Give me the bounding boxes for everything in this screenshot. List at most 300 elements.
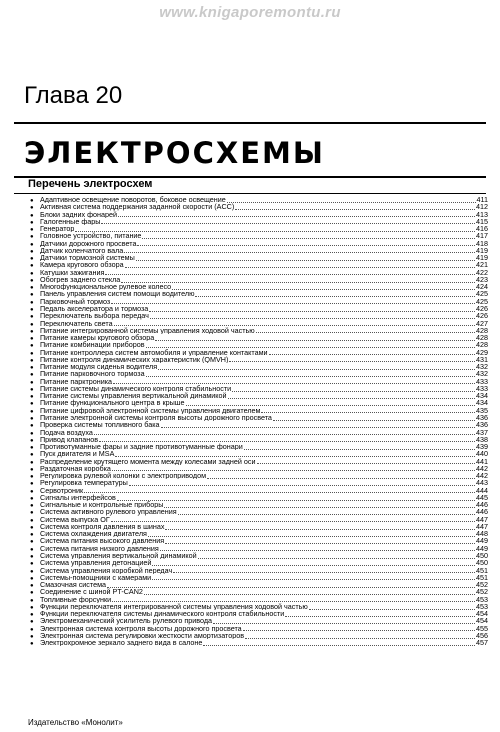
- bullet-icon: ●: [30, 234, 34, 240]
- toc-entry-label: Датчик коленчатого вала: [40, 246, 124, 255]
- toc-entry: [30, 196, 488, 203]
- toc-entry-page: 451: [476, 573, 488, 582]
- bullet-icon: ●: [30, 285, 34, 291]
- dot-leader: [158, 364, 475, 370]
- toc-entry: [30, 211, 488, 218]
- toc-entry-page: 452: [476, 581, 488, 589]
- bullet-icon: ●: [30, 357, 34, 364]
- toc-entry-label: Сигналы интерфейсов: [40, 493, 116, 502]
- toc-entry: [30, 429, 488, 436]
- toc-entry: [30, 392, 488, 399]
- dot-leader: [129, 480, 475, 486]
- dot-leader: [229, 356, 475, 362]
- dot-leader: [115, 451, 475, 457]
- bullet-icon: ●: [30, 517, 34, 523]
- toc-entry: [30, 487, 488, 494]
- toc-entry-page: 436: [476, 421, 488, 429]
- toc-entry-page: 434: [476, 399, 488, 407]
- toc-entry: [30, 385, 488, 392]
- toc-entry-page: 440: [476, 450, 488, 458]
- toc-entry: [30, 356, 488, 363]
- toc-entry-label: Система управления коробкой передач: [40, 566, 173, 574]
- toc-entry-label: Подача воздуха: [40, 428, 93, 436]
- divider-bottom: [14, 193, 486, 194]
- toc-entry-page: 433: [476, 377, 488, 385]
- dot-leader: [117, 495, 475, 501]
- dot-leader: [161, 422, 475, 428]
- toc-entry-page: 446: [476, 501, 488, 509]
- dot-leader: [144, 589, 475, 595]
- toc-entry-page: 419: [476, 246, 488, 255]
- toc-entry-label: Переключатель света: [40, 319, 113, 327]
- toc-entry-page: 429: [476, 348, 488, 356]
- bullet-icon: ●: [30, 503, 34, 509]
- toc-entry-label: Датчики тормозной системы: [40, 254, 135, 262]
- bullet-icon: ●: [30, 198, 34, 204]
- toc-entry-label: Система управления детонацией: [40, 559, 152, 567]
- toc-entry-label: Сервотроник: [40, 486, 84, 494]
- toc-entry-label: Система питания высокого давления: [40, 537, 165, 545]
- toc-entry-label: Питание системы управления вертикальной динамикой: [40, 392, 227, 400]
- dot-leader: [160, 545, 475, 551]
- toc-entry-page: 418: [476, 239, 488, 247]
- dot-leader: [124, 247, 475, 253]
- dot-leader: [232, 386, 475, 392]
- toc-entry-label: Активная система поддержания заданной скорости (ACC): [40, 203, 235, 211]
- toc-list: [30, 196, 488, 646]
- dot-leader: [195, 291, 475, 297]
- toc-entry-page: 426: [476, 312, 488, 320]
- dot-leader: [107, 582, 475, 588]
- dot-leader: [105, 269, 475, 275]
- toc-entry-page: 437: [476, 428, 488, 436]
- toc-entry: [30, 421, 488, 428]
- dot-leader: [94, 429, 475, 435]
- dot-leader: [99, 436, 475, 442]
- toc-entry-label: Катушки зажигания: [40, 268, 105, 276]
- toc-entry-label: Питание функционального центра в крыше: [40, 399, 185, 407]
- toc-entry-page: 449: [476, 544, 488, 553]
- toc-entry: [30, 516, 488, 523]
- dot-leader: [269, 349, 475, 355]
- dot-leader: [203, 640, 475, 646]
- bullet-icon: ●: [30, 430, 34, 436]
- publisher-footer: Издательство «Монолит»: [28, 718, 123, 727]
- bullet-icon: ●: [30, 459, 34, 465]
- dot-leader: [244, 444, 475, 450]
- toc-entry: [30, 225, 488, 232]
- bullet-icon: ●: [30, 292, 34, 298]
- toc-entry: [30, 545, 488, 552]
- bullet-icon: ●: [30, 241, 34, 247]
- bullet-icon: ●: [30, 379, 34, 385]
- toc-entry-page: 432: [476, 370, 488, 378]
- toc-entry-label: Питание камеры кругового обзора: [40, 334, 155, 342]
- toc-entry-page: 428: [476, 334, 488, 342]
- dot-leader: [112, 465, 475, 471]
- dot-leader: [148, 531, 475, 537]
- dot-leader: [235, 204, 475, 210]
- toc-entry-label: Питание комбинации приборов: [40, 341, 145, 349]
- toc-entry-page: 427: [476, 319, 488, 327]
- toc-entry-label: Датчики дорожного просвета: [40, 239, 137, 247]
- toc-entry: [30, 327, 488, 334]
- dot-leader: [118, 211, 475, 217]
- toc-entry-page: 413: [476, 210, 488, 218]
- divider-top: [14, 122, 486, 124]
- toc-entry: [30, 305, 488, 312]
- toc-entry-label: Генератор: [40, 225, 75, 233]
- toc-entry: [30, 479, 488, 486]
- bullet-icon: ●: [30, 626, 34, 632]
- bullet-icon: ●: [30, 445, 34, 451]
- toc-entry: [30, 240, 488, 247]
- toc-entry: [30, 559, 488, 566]
- toc-entry: [30, 458, 488, 465]
- toc-entry-page: 456: [476, 631, 488, 640]
- toc-entry-label: Головное устройство, питание: [40, 232, 142, 240]
- toc-entry-label: Соединение с шиной PT-CAN2: [40, 588, 143, 596]
- toc-entry: [30, 283, 488, 290]
- toc-entry-label: Питание цифровой электронной системы управления двигателем: [40, 406, 261, 414]
- toc-entry: [30, 494, 488, 501]
- toc-entry-label: Питание контроля динамических характеристик (QMVH): [40, 355, 229, 364]
- toc-entry-page: 453: [476, 595, 488, 603]
- toc-entry-label: Переключатель выбора передач: [40, 312, 149, 320]
- dot-leader: [256, 327, 475, 333]
- bullet-icon: ●: [30, 321, 34, 327]
- toc-entry-page: 438: [476, 435, 488, 444]
- toc-entry-label: Многофункциональное рулевое колесо: [40, 283, 172, 291]
- toc-entry-page: 426: [476, 304, 488, 313]
- bullet-icon: ●: [30, 248, 34, 255]
- toc-entry-label: Адаптивное освещение поворотов, боковое освещение: [40, 196, 226, 204]
- bullet-icon: ●: [30, 423, 34, 429]
- toc-entry-label: Функции переключателя интегрированной системы управления ходовой частью: [40, 602, 308, 611]
- toc-entry: [30, 567, 488, 574]
- toc-entry-page: 421: [476, 261, 488, 269]
- dot-leader: [137, 240, 475, 246]
- dot-leader: [285, 611, 475, 617]
- toc-entry-label: Электрохромное зеркало заднего вида в салоне: [40, 639, 203, 647]
- toc-entry-page: 425: [476, 297, 488, 305]
- toc-entry-label: Регулировка рулевой колонки с электроприводом: [40, 472, 207, 480]
- dot-leader: [152, 574, 475, 580]
- toc-entry: [30, 414, 488, 421]
- toc-entry: [30, 501, 488, 508]
- toc-entry-page: 442: [476, 464, 488, 473]
- toc-entry-label: Электромеханический усилитель рулевого привода: [40, 617, 213, 625]
- bullet-icon: ●: [30, 350, 34, 356]
- bullet-icon: ●: [30, 641, 34, 647]
- dot-leader: [245, 633, 475, 639]
- toc-entry: [30, 254, 488, 261]
- dot-leader: [164, 502, 475, 508]
- toc-entry: [30, 334, 488, 341]
- dot-leader: [121, 277, 475, 283]
- bullet-icon: ●: [30, 372, 34, 378]
- toc-entry-label: Питание интегрированной системы управления ходовой частью: [40, 326, 255, 335]
- toc-entry-page: 444: [476, 486, 488, 494]
- dot-leader: [243, 625, 475, 631]
- bullet-icon: ●: [30, 495, 34, 502]
- toc-entry-label: Система управления вертикальной динамикой: [40, 552, 197, 560]
- bullet-icon: ●: [30, 575, 34, 582]
- toc-entry-label: Питание модуля сиденья водителя: [40, 363, 158, 371]
- toc-entry-page: 445: [476, 493, 488, 502]
- toc-entry: [30, 450, 488, 457]
- toc-entry-label: Галогенные фары: [40, 217, 101, 226]
- toc-entry: [30, 363, 488, 370]
- toc-entry-page: 416: [476, 225, 488, 233]
- dot-leader: [207, 473, 475, 479]
- toc-entry: [30, 436, 488, 443]
- toc-entry: [30, 261, 488, 268]
- dot-leader: [178, 509, 475, 515]
- bullet-icon: ●: [30, 524, 34, 531]
- dot-leader: [84, 487, 475, 493]
- toc-entry-label: Камера кругового обзора: [40, 261, 124, 269]
- toc-entry: [30, 276, 488, 283]
- toc-entry-label: Противотуманные фары и задние противотуманные фонари: [40, 443, 243, 451]
- dot-leader: [172, 284, 475, 290]
- toc-entry-label: Система питания низкого давления: [40, 544, 159, 553]
- dot-leader: [186, 400, 475, 406]
- dot-leader: [101, 218, 475, 224]
- dot-leader: [152, 560, 475, 566]
- toc-entry-label: Системы-помощники с камерами: [40, 573, 152, 582]
- toc-entry: [30, 312, 488, 319]
- dot-leader: [112, 596, 475, 602]
- toc-entry-page: 443: [476, 479, 488, 487]
- toc-entry-label: Питание системы динамического контроля стабильности: [40, 384, 232, 393]
- dot-leader: [198, 553, 475, 559]
- toc-entry-page: 441: [476, 457, 488, 465]
- toc-entry-page: 428: [476, 326, 488, 335]
- dot-leader: [114, 320, 475, 326]
- toc-entry: [30, 537, 488, 544]
- toc-entry: [30, 625, 488, 632]
- toc-entry-page: 449: [476, 537, 488, 545]
- toc-entry-label: Топливные форсунки: [40, 595, 112, 603]
- bullet-icon: ●: [30, 619, 34, 625]
- toc-entry: [30, 407, 488, 414]
- toc-entry-page: 422: [476, 268, 488, 276]
- bullet-icon: ●: [30, 554, 34, 560]
- dot-leader: [125, 262, 475, 268]
- bullet-icon: ●: [30, 219, 34, 226]
- toc-entry: [30, 320, 488, 327]
- toc-entry: [30, 639, 488, 646]
- toc-entry-label: Функции переключателя системы динамического контроля стабильности: [40, 610, 285, 618]
- toc-entry-page: 448: [476, 530, 488, 538]
- toc-entry-label: Система активного рулевого управления: [40, 508, 177, 516]
- toc-entry-page: 446: [476, 508, 488, 516]
- bullet-icon: ●: [30, 466, 34, 473]
- bullet-icon: ●: [30, 401, 34, 407]
- toc-entry-label: Система охлаждения двигателя: [40, 530, 147, 538]
- toc-entry: [30, 523, 488, 530]
- dot-leader: [257, 458, 476, 464]
- bullet-icon: ●: [30, 612, 34, 618]
- dot-leader: [149, 306, 475, 312]
- toc-entry-label: Панель управления систем помощи водителю: [40, 290, 195, 298]
- toc-entry: [30, 298, 488, 305]
- bullet-icon: ●: [30, 474, 34, 480]
- bullet-icon: ●: [30, 314, 34, 320]
- bullet-icon: ●: [30, 597, 34, 603]
- toc-entry: [30, 370, 488, 377]
- toc-entry-label: Парковочный тормоз: [40, 297, 111, 305]
- dot-leader: [173, 567, 475, 573]
- toc-entry-label: Раздаточная коробка: [40, 464, 111, 473]
- toc-entry-label: Питание парковочного тормоза: [40, 370, 145, 378]
- toc-entry-page: 455: [476, 624, 488, 632]
- toc-entry: [30, 617, 488, 624]
- toc-entry-label: Сигнальные и контрольные приборы: [40, 501, 164, 509]
- bullet-icon: ●: [30, 212, 34, 218]
- toc-entry: [30, 269, 488, 276]
- toc-entry-label: Смазочная система: [40, 581, 107, 589]
- dot-leader: [155, 335, 475, 341]
- toc-entry: [30, 203, 488, 210]
- bullet-icon: ●: [30, 510, 34, 516]
- toc-entry-page: 447: [476, 515, 488, 523]
- bullet-icon: ●: [30, 590, 34, 596]
- dot-leader: [261, 407, 475, 413]
- toc-entry-page: 454: [476, 617, 488, 625]
- toc-entry-label: Проверка системы топливного бака: [40, 421, 160, 429]
- bullet-icon: ●: [30, 336, 34, 342]
- bullet-icon: ●: [30, 227, 34, 233]
- toc-entry-page: 412: [476, 203, 488, 211]
- toc-entry-label: Система контроля давления в шинах: [40, 522, 165, 531]
- dot-leader: [75, 226, 475, 232]
- page-title: ЭЛЕКТРОСХЕМЫ: [24, 136, 325, 170]
- bullet-icon: ●: [30, 365, 34, 371]
- section-subtitle: Перечень электросхем: [28, 178, 153, 190]
- dot-leader: [227, 197, 476, 203]
- toc-entry-label: Питание парктроника: [40, 377, 113, 385]
- toc-entry-page: 453: [476, 602, 488, 611]
- bullet-icon: ●: [30, 604, 34, 611]
- toc-entry: [30, 399, 488, 406]
- toc-entry: [30, 581, 488, 588]
- bullet-icon: ●: [30, 561, 34, 567]
- chapter-heading: Глава 20: [24, 82, 123, 109]
- bullet-icon: ●: [30, 394, 34, 400]
- toc-entry: [30, 603, 488, 610]
- toc-entry-label: Питание контроллера систем автомобиля и управление контактами: [40, 348, 268, 356]
- toc-entry-label: Регулировка температуры: [40, 479, 128, 487]
- toc-entry: [30, 552, 488, 559]
- bullet-icon: ●: [30, 532, 34, 538]
- toc-entry: [30, 218, 488, 225]
- dot-leader: [146, 371, 475, 377]
- toc-entry: [30, 596, 488, 603]
- toc-entry-page: 452: [476, 588, 488, 596]
- toc-entry: [30, 610, 488, 617]
- toc-entry-page: 423: [476, 275, 488, 284]
- toc-entry: [30, 443, 488, 450]
- toc-entry: [30, 341, 488, 348]
- toc-entry: [30, 465, 488, 472]
- toc-entry-page: 425: [476, 290, 488, 298]
- bullet-icon: ●: [30, 481, 34, 487]
- toc-entry-page: 451: [476, 566, 488, 574]
- toc-entry-page: 432: [476, 363, 488, 371]
- dot-leader: [111, 298, 475, 304]
- toc-entry-label: Обогрев заднего стекла: [40, 275, 121, 284]
- bullet-icon: ●: [30, 437, 34, 444]
- toc-entry-label: Электронная система контроля высоты дорожного просвета: [40, 624, 242, 632]
- toc-entry-page: 411: [476, 196, 488, 204]
- dot-leader: [273, 415, 475, 421]
- toc-entry-label: Распределение крутящего момента между колесами задней оси: [40, 457, 256, 465]
- toc-entry-page: 431: [476, 355, 488, 364]
- toc-entry-page: 428: [476, 341, 488, 349]
- toc-entry-page: 450: [476, 559, 488, 567]
- toc-entry-page: 435: [476, 406, 488, 414]
- bullet-icon: ●: [30, 343, 34, 349]
- bullet-icon: ●: [30, 386, 34, 393]
- toc-entry: [30, 472, 488, 479]
- toc-entry-page: 434: [476, 392, 488, 400]
- toc-entry-page: 447: [476, 522, 488, 531]
- toc-entry-page: 436: [476, 413, 488, 422]
- toc-entry: [30, 349, 488, 356]
- toc-entry-page: 424: [476, 283, 488, 291]
- toc-entry: [30, 530, 488, 537]
- toc-entry-page: 439: [476, 443, 488, 451]
- bullet-icon: ●: [30, 299, 34, 305]
- toc-entry-label: Система выпуска ОГ: [40, 515, 110, 523]
- dot-leader: [165, 524, 475, 530]
- watermark: www.knigaporemontu.ru: [159, 4, 341, 21]
- bullet-icon: ●: [30, 568, 34, 574]
- bullet-icon: ●: [30, 277, 34, 284]
- toc-entry-page: 415: [476, 217, 488, 226]
- toc-entry-label: Питание электронной системы контроля высоты дорожного просвета: [40, 413, 272, 422]
- dot-leader: [213, 618, 475, 624]
- toc-entry-label: Электронная система регулировки жесткости амортизаторов: [40, 631, 245, 640]
- dot-leader: [113, 378, 475, 384]
- dot-leader: [228, 393, 475, 399]
- bullet-icon: ●: [30, 633, 34, 640]
- toc-entry: [30, 574, 488, 581]
- toc-entry: [30, 378, 488, 385]
- toc-entry-label: Привод клапанов: [40, 435, 99, 444]
- dot-leader: [111, 516, 475, 522]
- dot-leader: [146, 342, 475, 348]
- bullet-icon: ●: [30, 256, 34, 262]
- bullet-icon: ●: [30, 408, 34, 414]
- toc-entry-page: 457: [476, 639, 488, 647]
- bullet-icon: ●: [30, 205, 34, 211]
- bullet-icon: ●: [30, 270, 34, 276]
- toc-entry-page: 419: [476, 254, 488, 262]
- dot-leader: [142, 233, 475, 239]
- toc-entry-page: 454: [476, 610, 488, 618]
- bullet-icon: ●: [30, 415, 34, 422]
- bullet-icon: ●: [30, 306, 34, 313]
- bullet-icon: ●: [30, 546, 34, 553]
- toc-entry: [30, 232, 488, 239]
- toc-entry-label: Пуск двигателя и MSA: [40, 450, 115, 458]
- toc-entry: [30, 290, 488, 297]
- dot-leader: [309, 604, 475, 610]
- toc-entry: [30, 508, 488, 515]
